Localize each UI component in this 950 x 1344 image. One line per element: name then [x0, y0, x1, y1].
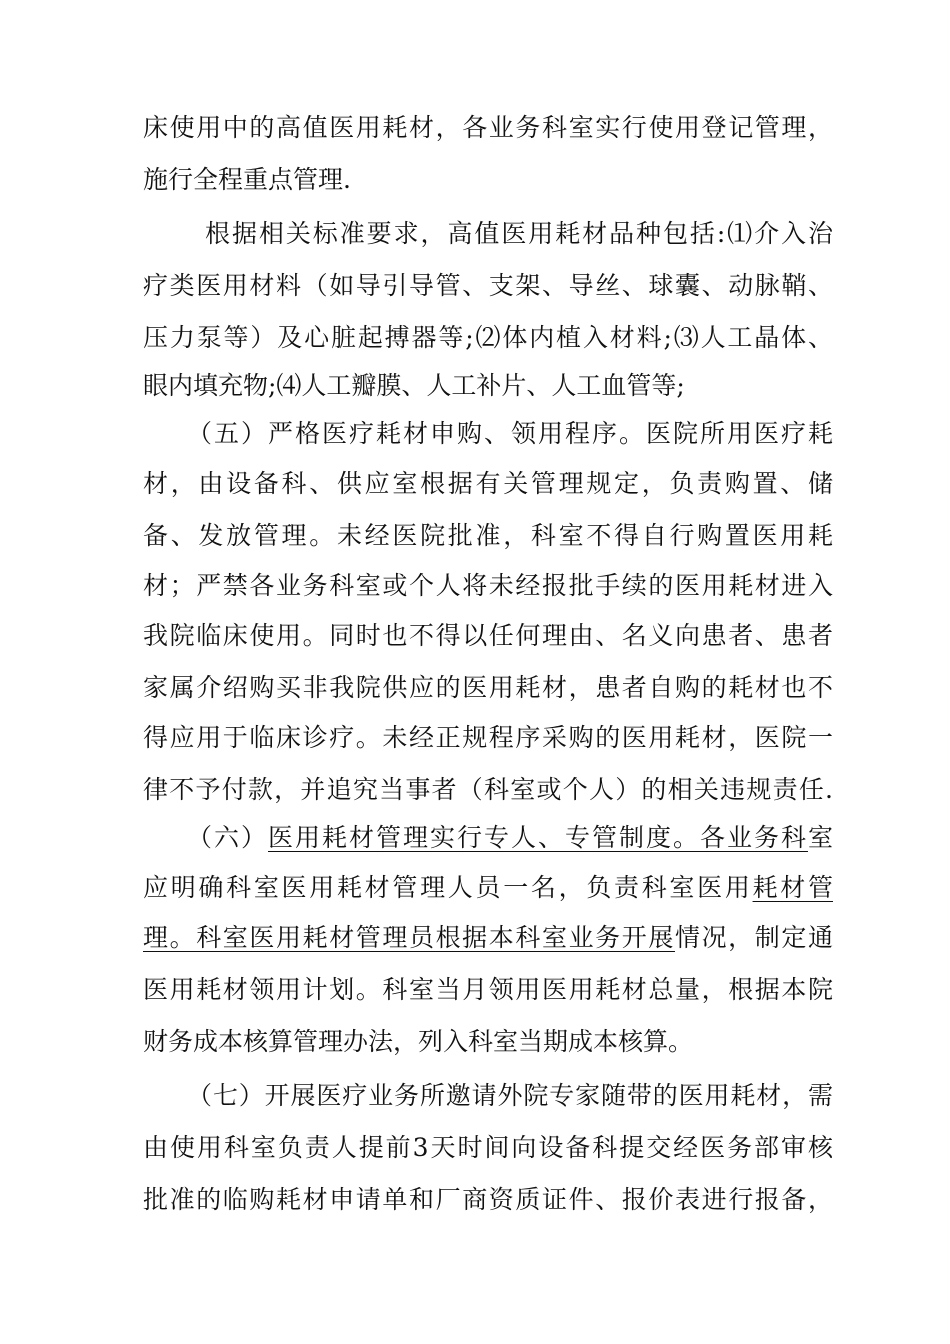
- text-line: [187, 418, 833, 450]
- text-line: [143, 1132, 833, 1164]
- text-line: [143, 774, 833, 806]
- text-line: [143, 974, 833, 1006]
- text-segment: 情况，制定通: [674, 923, 833, 952]
- text-segment: （五）严格医疗耗材申购、领用程序。医院所用医疗耗: [187, 419, 833, 448]
- text-line: [143, 620, 833, 652]
- text-segment: 眼内填充物;⑷人工瓣膜、人工补片、人工血管等;: [143, 371, 685, 400]
- text-segment: 材，由设备科、供应室根据有关管理规定，负责购置、储: [143, 469, 833, 498]
- text-line: [143, 468, 833, 500]
- text-segment: 施行全程重点管理.: [143, 165, 351, 194]
- text-segment: 医用耗材领用计划。科室当月领用医用耗材总量，根据本院: [143, 975, 833, 1004]
- text-segment: 根据相关标准要求，高值医用耗材品种包括:⑴介入治: [205, 219, 833, 248]
- text-line: [143, 370, 833, 402]
- text-line: [143, 1026, 833, 1058]
- text-line: [143, 270, 833, 302]
- text-segment: 材；严禁各业务科室或个人将未经报批手续的医用耗材进入: [143, 571, 833, 600]
- text-line: [187, 822, 833, 854]
- text-segment: 批准的临购耗材申请单和厂商资质证件、报价表进行报备，: [143, 1185, 833, 1214]
- text-line: [187, 1080, 833, 1112]
- text-segment: 应明确科室医用耗材管理人员一名，负责科室医用: [143, 873, 753, 902]
- text-line: [143, 1184, 833, 1216]
- text-line: [143, 922, 833, 954]
- text-segment: 压力泵等）及心脏起搏器等;⑵体内植入材料;⑶人工晶体、: [143, 323, 833, 352]
- underlined-text: 理。科室医用耗材管理员根据本科室业务开展: [143, 923, 675, 952]
- text-segment: 家属介绍购买非我院供应的医用耗材，患者自购的耗材也不: [143, 673, 833, 702]
- text-line: [143, 322, 833, 354]
- text-segment: 得应用于临床诊疗。未经正规程序采购的医用耗材，医院一: [143, 723, 833, 752]
- underlined-text: 耗材管: [752, 873, 833, 902]
- text-segment: 床使用中的高值医用耗材，各业务科室实行使用登记管理，: [143, 113, 833, 142]
- text-line: [143, 570, 833, 602]
- text-segment: （七）开展医疗业务所邀请外院专家随带的医用耗材，需: [187, 1081, 833, 1110]
- text-segment: 财务成本核算管理办法，列入科室当期成本核算。: [143, 1027, 694, 1056]
- text-line: [143, 872, 833, 904]
- text-segment: 我院临床使用。同时也不得以任何理由、名义向患者、患者: [143, 621, 833, 650]
- text-segment: 律不予付款，并追究当事者（科室或个人）的相关违规责任.: [143, 775, 833, 804]
- text-line: [143, 112, 833, 144]
- text-line: [205, 218, 833, 250]
- text-segment: 室: [807, 823, 833, 852]
- underlined-text: 医用耗材管理实行专人、专管制度。各业务科: [268, 823, 808, 852]
- text-segment: 疗类医用材料（如导引导管、支架、导丝、球囊、动脉鞘、: [143, 271, 833, 300]
- text-line: [143, 164, 833, 196]
- text-segment: 备、发放管理。未经医院批准，科室不得自行购置医用耗: [143, 521, 833, 550]
- text-segment: （六）: [187, 823, 268, 852]
- text-line: [143, 722, 833, 754]
- text-segment: 由使用科室负责人提前3天时间向设备科提交经医务部审核: [143, 1133, 833, 1162]
- text-line: [143, 520, 833, 552]
- text-line: [143, 672, 833, 704]
